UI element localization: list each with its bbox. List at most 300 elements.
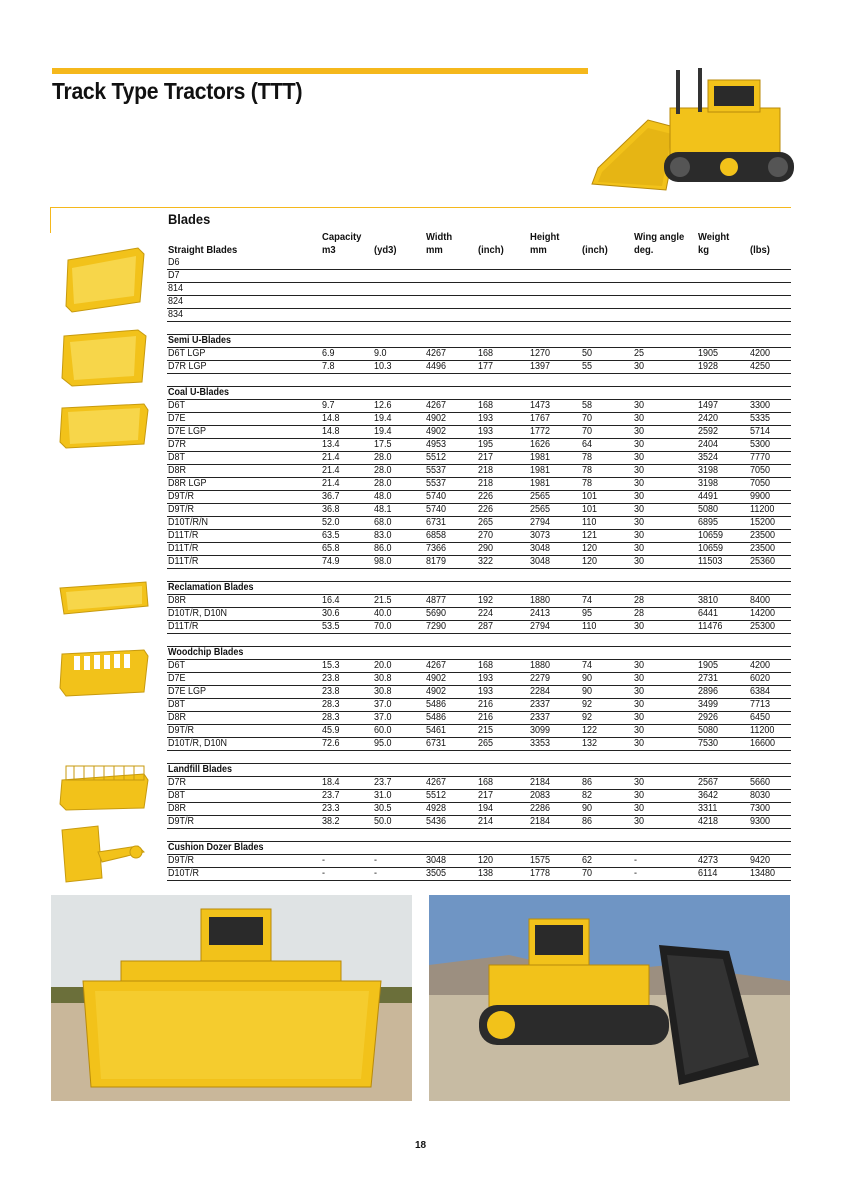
cell-capacity-m3: 13.4 — [322, 439, 340, 450]
cell-width-mm: 5537 — [426, 478, 447, 489]
cell-weight-lbs: 8030 — [750, 790, 771, 801]
cell-weight-kg: 2567 — [698, 777, 719, 788]
cell-weight-lbs: 6020 — [750, 673, 771, 684]
cell-width-mm: 5461 — [426, 725, 447, 736]
cell-model: D7E — [168, 673, 186, 684]
cell-height-mm: 1772 — [530, 426, 551, 437]
cell-wing-angle: 30 — [634, 660, 645, 671]
table-row — [167, 790, 791, 803]
cell-width-mm: 4267 — [426, 400, 447, 411]
table-row — [167, 465, 791, 478]
cell-height-mm: 1778 — [530, 868, 551, 879]
cell-capacity-m3: - — [322, 855, 326, 866]
group-title-row — [167, 764, 791, 777]
table-row — [167, 400, 791, 413]
cell-model: D8R — [168, 465, 187, 476]
cell-weight-kg: 3524 — [698, 452, 719, 463]
cell-model: D9T/R — [168, 816, 195, 827]
cell-capacity-yd3: 30.5 — [374, 803, 392, 814]
cell-capacity-m3: 21.4 — [322, 478, 340, 489]
cell-weight-lbs: 9420 — [750, 855, 771, 866]
col-unit-lbs: (lbs) — [750, 244, 770, 256]
cell-height-inch: 90 — [582, 803, 593, 814]
cell-model: D7E LGP — [168, 686, 207, 697]
cell-width-mm: 6731 — [426, 517, 447, 528]
cell-capacity-m3: 74.9 — [322, 556, 340, 567]
cell-capacity-m3: 23.3 — [322, 803, 340, 814]
cell-weight-lbs: 5300 — [750, 439, 771, 450]
table-row — [167, 361, 791, 374]
cell-model: D10T/R, D10N — [168, 738, 228, 749]
cell-height-mm: 2279 — [530, 673, 551, 684]
cell-capacity-m3: 16.4 — [322, 595, 340, 606]
semi-u-blade-image — [58, 326, 150, 390]
table-row — [167, 309, 791, 322]
col-header-capacity: Capacity — [322, 231, 362, 243]
table-row — [167, 426, 791, 439]
cell-weight-lbs: 11200 — [750, 504, 775, 515]
cell-weight-lbs: 4200 — [750, 348, 771, 359]
cell-capacity-yd3: 40.0 — [374, 608, 392, 619]
cell-width-mm: 5436 — [426, 816, 447, 827]
reclamation-blade-image — [58, 580, 150, 616]
cell-width-inch: 195 — [478, 439, 494, 450]
cell-weight-kg: 2404 — [698, 439, 719, 450]
cell-width-inch: 120 — [478, 855, 494, 866]
cell-height-mm: 2794 — [530, 517, 551, 528]
cell-capacity-yd3: 28.0 — [374, 465, 392, 476]
cell-weight-kg: 6895 — [698, 517, 719, 528]
col-unit-kg: kg — [698, 244, 710, 256]
cell-height-mm: 1880 — [530, 660, 551, 671]
col-unit-inch-height: (inch) — [582, 244, 608, 256]
cell-capacity-yd3: 50.0 — [374, 816, 392, 827]
cell-weight-kg: 6441 — [698, 608, 719, 619]
cell-weight-kg: 3810 — [698, 595, 719, 606]
table-row — [167, 595, 791, 608]
cell-width-inch: 177 — [478, 361, 494, 372]
cell-width-inch: 193 — [478, 686, 494, 697]
group-title: Reclamation Blades — [168, 582, 254, 593]
page-title: Track Type Tractors (TTT) — [52, 78, 303, 104]
cell-capacity-m3: 52.0 — [322, 517, 340, 528]
cell-model: D11T/R — [168, 556, 199, 567]
cell-wing-angle: 30 — [634, 439, 645, 450]
cell-height-inch: 64 — [582, 439, 593, 450]
cell-weight-lbs: 23500 — [750, 530, 776, 541]
cell-weight-lbs: 23500 — [750, 543, 776, 554]
cell-width-inch: 270 — [478, 530, 494, 541]
group-title-row — [167, 842, 791, 855]
cell-capacity-yd3: 20.0 — [374, 660, 392, 671]
cell-model: D7E LGP — [168, 426, 207, 437]
cell-width-inch: 168 — [478, 777, 494, 788]
cell-capacity-m3: 15.3 — [322, 660, 340, 671]
cell-weight-kg: 1905 — [698, 660, 719, 671]
cell-model: D9T/R — [168, 725, 195, 736]
cell-width-mm: 4267 — [426, 660, 447, 671]
cell-weight-lbs: 7713 — [750, 699, 771, 710]
cell-wing-angle: 30 — [634, 738, 645, 749]
table-row — [167, 439, 791, 452]
cell-width-inch: 224 — [478, 608, 494, 619]
cell-capacity-m3: - — [322, 868, 326, 879]
col-unit-deg: deg. — [634, 244, 654, 256]
cell-height-inch: 78 — [582, 465, 593, 476]
table-row — [167, 855, 791, 868]
col-unit-yd3: (yd3) — [374, 244, 397, 256]
cell-height-mm: 2184 — [530, 816, 551, 827]
cell-height-mm: 1880 — [530, 595, 551, 606]
cell-capacity-m3: 21.4 — [322, 452, 340, 463]
table-body — [167, 257, 791, 881]
cell-wing-angle: 30 — [634, 803, 645, 814]
cell-model: D9T/R — [168, 491, 195, 502]
cell-height-inch: 86 — [582, 777, 593, 788]
cell-weight-kg: 3198 — [698, 465, 719, 476]
cell-capacity-m3: 63.5 — [322, 530, 340, 541]
table-row — [167, 712, 791, 725]
cell-capacity-m3: 23.8 — [322, 686, 340, 697]
cell-height-inch: 101 — [582, 504, 598, 515]
cell-wing-angle: 30 — [634, 686, 645, 697]
cell-model: D8R — [168, 595, 187, 606]
cell-wing-angle: 30 — [634, 491, 645, 502]
cell-weight-lbs: 3300 — [750, 400, 771, 411]
cell-height-mm: 3048 — [530, 556, 551, 567]
cell-weight-kg: 5080 — [698, 725, 719, 736]
cell-model: D10T/R — [168, 868, 200, 879]
cell-height-inch: 78 — [582, 452, 593, 463]
cell-height-inch: 132 — [582, 738, 598, 749]
table-row — [167, 257, 791, 270]
cell-width-inch: 290 — [478, 543, 494, 554]
group-title: Coal U-Blades — [168, 387, 230, 398]
cell-width-inch: 322 — [478, 556, 494, 567]
table-row — [167, 543, 791, 556]
cell-height-inch: 90 — [582, 686, 593, 697]
cell-capacity-m3: 18.4 — [322, 777, 340, 788]
cell-model: D7R — [168, 439, 187, 450]
cell-weight-lbs: 4250 — [750, 361, 771, 372]
cell-capacity-yd3: 83.0 — [374, 530, 392, 541]
cell-wing-angle: 30 — [634, 413, 645, 424]
cell-capacity-yd3: 37.0 — [374, 712, 392, 723]
cell-model: D7R — [168, 777, 187, 788]
section-heading: Blades — [168, 211, 211, 227]
cell-weight-kg: 4273 — [698, 855, 719, 866]
cell-model: 824 — [168, 296, 184, 307]
cell-weight-lbs: 6384 — [750, 686, 771, 697]
group-title-row — [167, 335, 791, 348]
cell-height-mm: 1981 — [530, 465, 551, 476]
cell-model: D8R — [168, 803, 187, 814]
section-rule — [50, 207, 791, 208]
cell-height-inch: 55 — [582, 361, 593, 372]
cell-capacity-yd3: 95.0 — [374, 738, 392, 749]
cell-width-mm: 7290 — [426, 621, 447, 632]
cushion-dozer-blade-image — [58, 822, 150, 886]
group-title-straight: Straight Blades — [168, 244, 238, 256]
cell-weight-kg: 5080 — [698, 504, 719, 515]
col-header-height: Height — [530, 231, 560, 243]
cell-height-mm: 3353 — [530, 738, 551, 749]
cell-model: D6T — [168, 400, 186, 411]
cell-model: D8T — [168, 452, 186, 463]
table-row — [167, 725, 791, 738]
cell-capacity-m3: 53.5 — [322, 621, 340, 632]
landfill-blade-image — [58, 762, 150, 812]
cell-weight-kg: 6114 — [698, 868, 718, 879]
cell-model: D8T — [168, 790, 186, 801]
cell-height-mm: 2565 — [530, 491, 551, 502]
col-header-wing-angle: Wing angle — [634, 231, 685, 243]
cell-height-inch: 78 — [582, 478, 593, 489]
table-row — [167, 491, 791, 504]
group-title-row — [167, 582, 791, 595]
cell-weight-kg: 2731 — [698, 673, 719, 684]
cell-width-mm: 3048 — [426, 855, 447, 866]
cell-width-mm: 4496 — [426, 361, 447, 372]
cell-wing-angle: 30 — [634, 543, 645, 554]
cell-weight-lbs: 8400 — [750, 595, 771, 606]
table-row — [167, 777, 791, 790]
cell-width-inch: 226 — [478, 491, 494, 502]
cell-height-inch: 101 — [582, 491, 598, 502]
cell-width-mm: 5512 — [426, 452, 447, 463]
cell-model: D6T — [168, 660, 186, 671]
cell-width-inch: 194 — [478, 803, 494, 814]
cell-width-mm: 5486 — [426, 712, 447, 723]
cell-height-mm: 1397 — [530, 361, 551, 372]
cell-weight-lbs: 5335 — [750, 413, 771, 424]
cell-weight-lbs: 13480 — [750, 868, 776, 879]
cell-width-inch: 217 — [478, 452, 494, 463]
cell-width-mm: 4902 — [426, 686, 447, 697]
blades-spec-table — [167, 230, 791, 881]
table-row — [167, 673, 791, 686]
cell-height-inch: 50 — [582, 348, 593, 359]
cell-capacity-yd3: 86.0 — [374, 543, 392, 554]
cell-height-mm: 1626 — [530, 439, 551, 450]
group-spacer — [167, 569, 791, 582]
cell-width-inch: 287 — [478, 621, 494, 632]
cell-capacity-yd3: 17.5 — [374, 439, 392, 450]
cell-model: D8R — [168, 712, 187, 723]
cell-capacity-yd3: 70.0 — [374, 621, 392, 632]
cell-weight-lbs: 7050 — [750, 465, 771, 476]
col-header-width: Width — [426, 231, 453, 243]
cell-wing-angle: 30 — [634, 517, 645, 528]
cell-weight-kg: 4491 — [698, 491, 719, 502]
cell-width-inch: 226 — [478, 504, 494, 515]
cell-weight-lbs: 5660 — [750, 777, 771, 788]
cell-weight-lbs: 14200 — [750, 608, 776, 619]
cell-height-inch: 70 — [582, 413, 593, 424]
cell-height-inch: 70 — [582, 868, 593, 879]
cell-height-inch: 90 — [582, 673, 593, 684]
cell-height-inch: 70 — [582, 426, 593, 437]
group-title-row — [167, 387, 791, 400]
table-row — [167, 816, 791, 829]
cell-wing-angle: 30 — [634, 504, 645, 515]
cell-capacity-yd3: 9.0 — [374, 348, 387, 359]
group-title-row — [167, 647, 791, 660]
cell-capacity-m3: 6.9 — [322, 348, 335, 359]
dozer-front-photo — [51, 895, 412, 1101]
cell-height-inch: 110 — [582, 517, 597, 528]
cell-width-mm: 5740 — [426, 504, 447, 515]
cell-capacity-m3: 38.2 — [322, 816, 340, 827]
cell-height-mm: 2337 — [530, 712, 551, 723]
table-row — [167, 660, 791, 673]
cell-width-mm: 5486 — [426, 699, 447, 710]
title-accent-bar — [52, 68, 634, 74]
cell-wing-angle: 30 — [634, 530, 645, 541]
cell-wing-angle: 30 — [634, 699, 645, 710]
cell-width-inch: 218 — [478, 478, 494, 489]
cell-height-mm: 3073 — [530, 530, 551, 541]
cell-weight-lbs: 7050 — [750, 478, 771, 489]
cell-model: D10T/R/N — [168, 517, 209, 528]
cell-capacity-m3: 28.3 — [322, 699, 340, 710]
cell-wing-angle: 30 — [634, 673, 645, 684]
cell-capacity-m3: 28.3 — [322, 712, 340, 723]
cell-width-mm: 4902 — [426, 426, 447, 437]
table-row — [167, 504, 791, 517]
cell-width-inch: 218 — [478, 465, 494, 476]
cell-weight-lbs: 11200 — [750, 725, 775, 736]
cell-model: D6T LGP — [168, 348, 206, 359]
table-row — [167, 530, 791, 543]
cell-capacity-yd3: - — [374, 855, 378, 866]
cell-height-inch: 120 — [582, 543, 598, 554]
cell-height-inch: 92 — [582, 712, 593, 723]
cell-height-inch: 121 — [582, 530, 598, 541]
cell-wing-angle: 30 — [634, 361, 645, 372]
dozer-side-photo — [429, 895, 790, 1101]
cell-model: D8T — [168, 699, 186, 710]
cell-width-mm: 4267 — [426, 777, 447, 788]
cell-width-inch: 193 — [478, 426, 494, 437]
cell-height-inch: 74 — [582, 660, 593, 671]
table-row — [167, 556, 791, 569]
cell-capacity-m3: 21.4 — [322, 465, 340, 476]
cell-wing-angle: 30 — [634, 452, 645, 463]
table-row — [167, 517, 791, 530]
cell-weight-lbs: 4200 — [750, 660, 771, 671]
cell-capacity-m3: 23.8 — [322, 673, 340, 684]
cell-wing-angle: - — [634, 868, 638, 879]
group-spacer — [167, 829, 791, 842]
cell-width-mm: 4902 — [426, 413, 447, 424]
cell-height-mm: 1981 — [530, 478, 551, 489]
cell-height-inch: 95 — [582, 608, 593, 619]
cell-height-inch: 86 — [582, 816, 593, 827]
cell-height-mm: 2284 — [530, 686, 551, 697]
cell-width-mm: 4953 — [426, 439, 447, 450]
cell-wing-angle: 28 — [634, 595, 645, 606]
straight-blade-image — [58, 240, 150, 318]
cell-capacity-yd3: 19.4 — [374, 426, 392, 437]
cell-model: D11T/R — [168, 543, 199, 554]
group-spacer — [167, 374, 791, 387]
cell-height-mm: 3048 — [530, 543, 551, 554]
cell-capacity-yd3: 68.0 — [374, 517, 392, 528]
cell-wing-angle: 30 — [634, 465, 645, 476]
cell-weight-kg: 11476 — [698, 621, 723, 632]
cell-model: D7E — [168, 413, 186, 424]
cell-capacity-yd3: 48.0 — [374, 491, 392, 502]
table-row — [167, 699, 791, 712]
cell-height-inch: 74 — [582, 595, 593, 606]
col-unit-mm-width: mm — [426, 244, 443, 256]
cell-width-mm: 6858 — [426, 530, 447, 541]
cell-height-mm: 2337 — [530, 699, 551, 710]
cell-width-mm: 4267 — [426, 348, 447, 359]
cell-height-inch: 120 — [582, 556, 598, 567]
cell-capacity-m3: 36.7 — [322, 491, 340, 502]
cell-model: D7 — [168, 270, 180, 281]
cell-weight-kg: 3499 — [698, 699, 719, 710]
table-row — [167, 413, 791, 426]
cell-wing-angle: 30 — [634, 400, 645, 411]
cell-weight-lbs: 6450 — [750, 712, 771, 723]
cell-weight-lbs: 7770 — [750, 452, 771, 463]
cell-capacity-yd3: 28.0 — [374, 478, 392, 489]
cell-width-inch: 216 — [478, 699, 494, 710]
cell-weight-kg: 2896 — [698, 686, 719, 697]
cell-wing-angle: 28 — [634, 608, 645, 619]
col-header-weight: Weight — [698, 231, 730, 243]
cell-height-inch: 58 — [582, 400, 593, 411]
cell-width-inch: 265 — [478, 738, 494, 749]
cell-wing-angle: 30 — [634, 777, 645, 788]
cell-wing-angle: 30 — [634, 790, 645, 801]
cell-weight-kg: 10659 — [698, 530, 724, 541]
cell-capacity-m3: 23.7 — [322, 790, 340, 801]
cell-weight-lbs: 9300 — [750, 816, 771, 827]
cell-height-mm: 2286 — [530, 803, 551, 814]
cell-height-mm: 2184 — [530, 777, 551, 788]
table-column-headers — [167, 230, 791, 257]
cell-capacity-m3: 14.8 — [322, 413, 340, 424]
cell-wing-angle: 30 — [634, 725, 645, 736]
cell-capacity-m3: 30.6 — [322, 608, 340, 619]
cell-height-inch: 62 — [582, 855, 593, 866]
cell-height-mm: 1270 — [530, 348, 551, 359]
section-rule-marker — [50, 207, 51, 233]
cell-weight-lbs: 7300 — [750, 803, 771, 814]
cell-height-mm: 2083 — [530, 790, 551, 801]
cell-wing-angle: 30 — [634, 556, 645, 567]
cell-width-inch: 193 — [478, 673, 494, 684]
cell-weight-lbs: 15200 — [750, 517, 776, 528]
page-number: 18 — [414, 1140, 427, 1151]
cell-width-inch: 168 — [478, 348, 494, 359]
cell-capacity-yd3: 21.5 — [374, 595, 392, 606]
cell-width-inch: 193 — [478, 413, 494, 424]
cell-height-mm: 1575 — [530, 855, 551, 866]
cell-width-inch: 168 — [478, 660, 494, 671]
cell-width-inch: 217 — [478, 790, 494, 801]
table-row — [167, 803, 791, 816]
cell-height-mm: 2794 — [530, 621, 551, 632]
cell-weight-kg: 7530 — [698, 738, 719, 749]
cell-model: D11T/R — [168, 530, 199, 541]
cell-weight-kg: 1928 — [698, 361, 719, 372]
col-unit-inch-width: (inch) — [478, 244, 504, 256]
